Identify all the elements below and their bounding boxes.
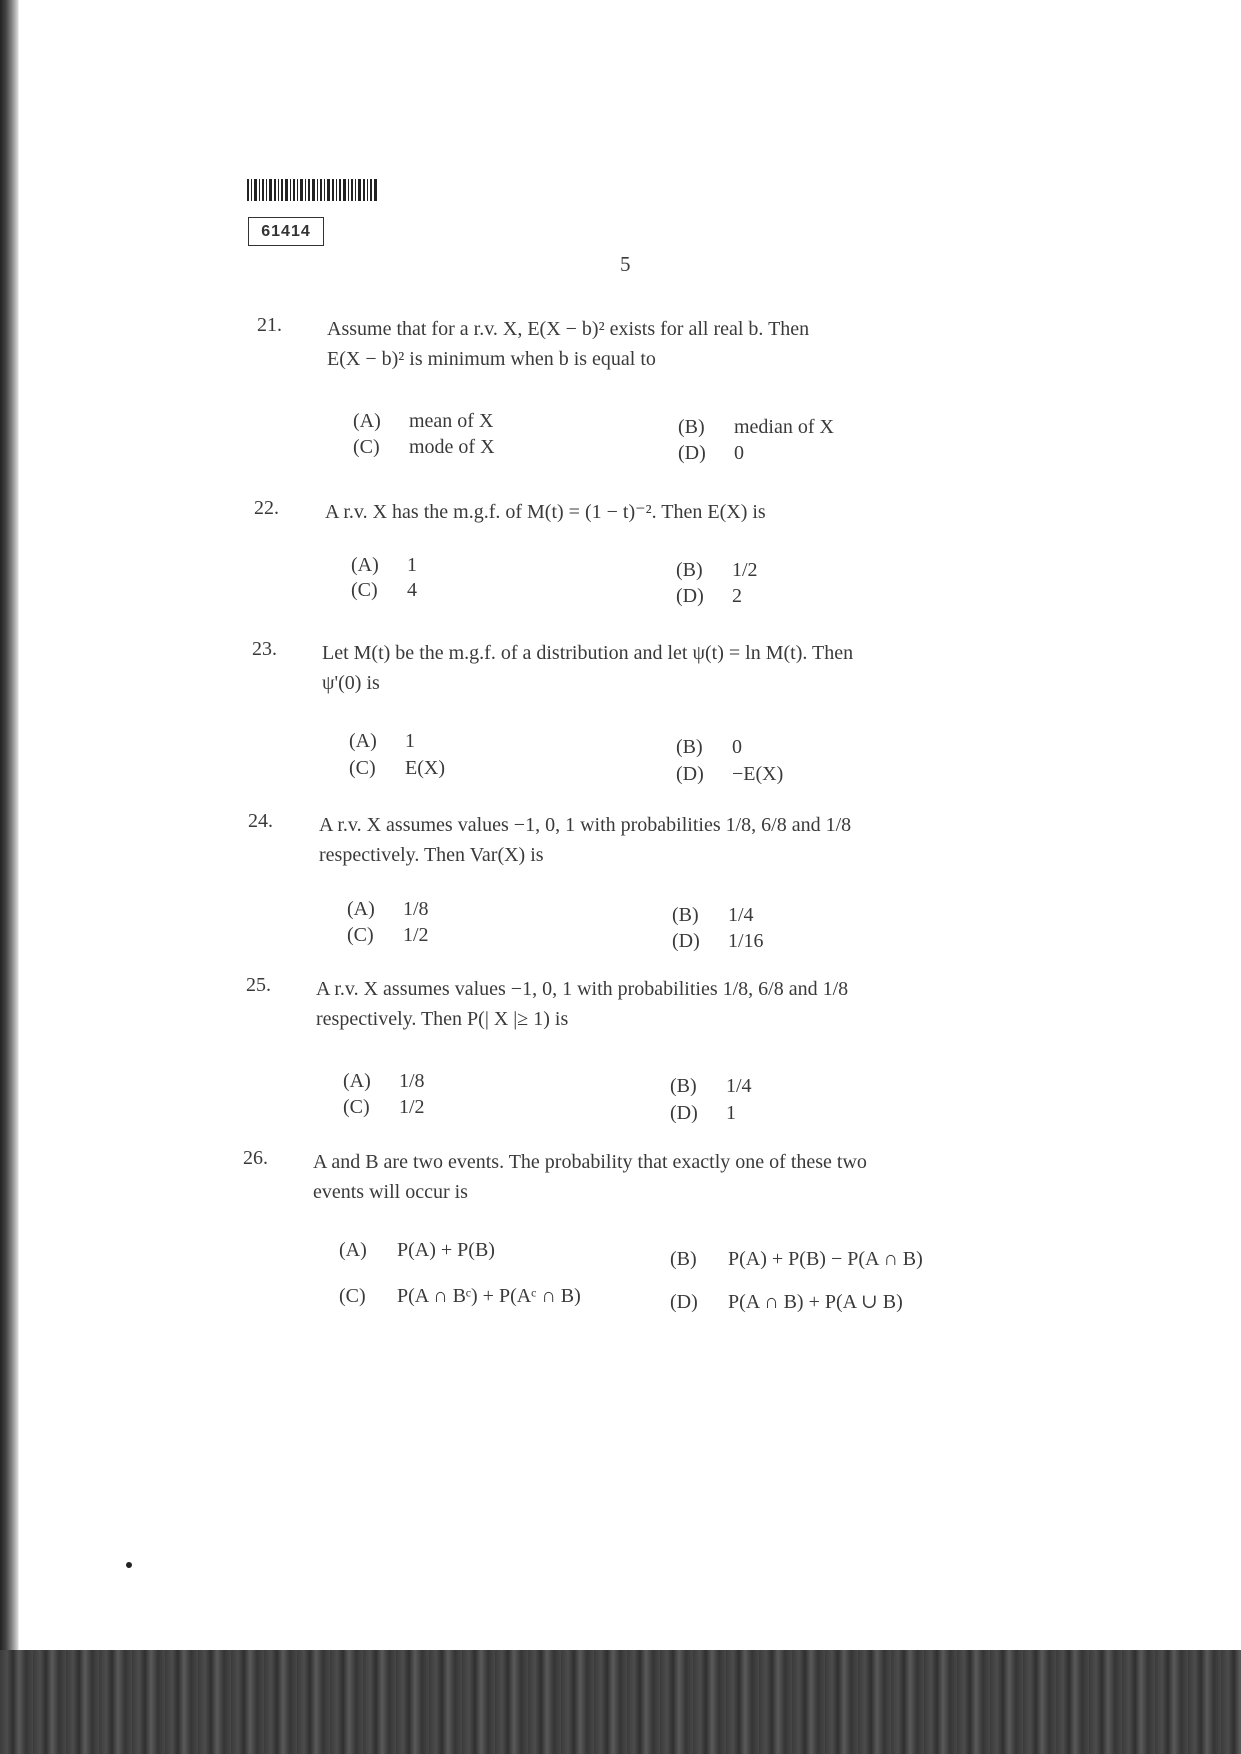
- option-b[interactable]: (B) P(A) + P(B) − P(A ∩ B): [670, 1248, 923, 1270]
- question-text: Assume that for a r.v. X, E(X − b)² exists for all real b. Then E(X − b)² is minimum when b is equal to: [327, 318, 810, 370]
- question-number: 23.: [252, 638, 277, 660]
- question-number: 25.: [246, 974, 271, 996]
- option-c[interactable]: (C) mode of X: [353, 436, 495, 458]
- question-text: Let M(t) be the m.g.f. of a distribution and let ψ(t) = ln M(t). Then ψ'(0) is: [322, 642, 854, 694]
- option-d[interactable]: (D) −E(X): [676, 763, 784, 785]
- option-b[interactable]: (B) 0: [676, 736, 742, 758]
- option-d[interactable]: (D) 1/16: [672, 930, 764, 952]
- question-text: A and B are two events. The probability that exactly one of these two events will occur is: [313, 1151, 867, 1203]
- option-a[interactable]: (A) 1: [349, 730, 415, 752]
- option-b[interactable]: (B) 1/4: [672, 904, 754, 926]
- barcode: [247, 179, 377, 201]
- scan-speck: [126, 1562, 132, 1568]
- option-c[interactable]: (C) P(A ∩ Bᶜ) + P(Aᶜ ∩ B): [339, 1285, 581, 1307]
- option-d[interactable]: (D) 0: [678, 442, 744, 464]
- option-c[interactable]: (C) E(X): [349, 757, 445, 779]
- question-number: 26.: [243, 1147, 268, 1169]
- option-a[interactable]: (A) 1/8: [347, 898, 429, 920]
- question-text: A r.v. X assumes values −1, 0, 1 with probabilities 1/8, 6/8 and 1/8 respectively. Then P(| X |≥ 1) is: [316, 978, 849, 1030]
- scan-left-edge: [0, 0, 19, 1650]
- question-number: 22.: [254, 497, 279, 519]
- option-c[interactable]: (C) 1/2: [343, 1096, 425, 1118]
- option-c[interactable]: (C) 1/2: [347, 924, 429, 946]
- option-b[interactable]: (B) 1/2: [676, 559, 758, 581]
- question-number: 24.: [248, 810, 273, 832]
- option-a[interactable]: (A) 1: [351, 554, 417, 576]
- option-d[interactable]: (D) 1: [670, 1102, 736, 1124]
- page-number: 5: [620, 252, 631, 276]
- option-c[interactable]: (C) 4: [351, 579, 417, 601]
- option-d[interactable]: (D) 2: [676, 585, 742, 607]
- paper-code: 61414: [248, 217, 324, 246]
- option-b[interactable]: (B) median of X: [678, 416, 834, 438]
- question-number: 21.: [257, 314, 282, 336]
- question-text: A r.v. X assumes values −1, 0, 1 with probabilities 1/8, 6/8 and 1/8 respectively. Then Var(X) is: [319, 814, 852, 866]
- option-d[interactable]: (D) P(A ∩ B) + P(A ∪ B): [670, 1291, 903, 1313]
- option-a[interactable]: (A) mean of X: [353, 410, 494, 432]
- option-a[interactable]: (A) 1/8: [343, 1070, 425, 1092]
- question-text: A r.v. X has the m.g.f. of M(t) = (1 − t)⁻². Then E(X) is: [325, 501, 766, 523]
- option-b[interactable]: (B) 1/4: [670, 1075, 752, 1097]
- scan-bottom-band: [0, 1650, 1241, 1754]
- option-a[interactable]: (A) P(A) + P(B): [339, 1239, 495, 1261]
